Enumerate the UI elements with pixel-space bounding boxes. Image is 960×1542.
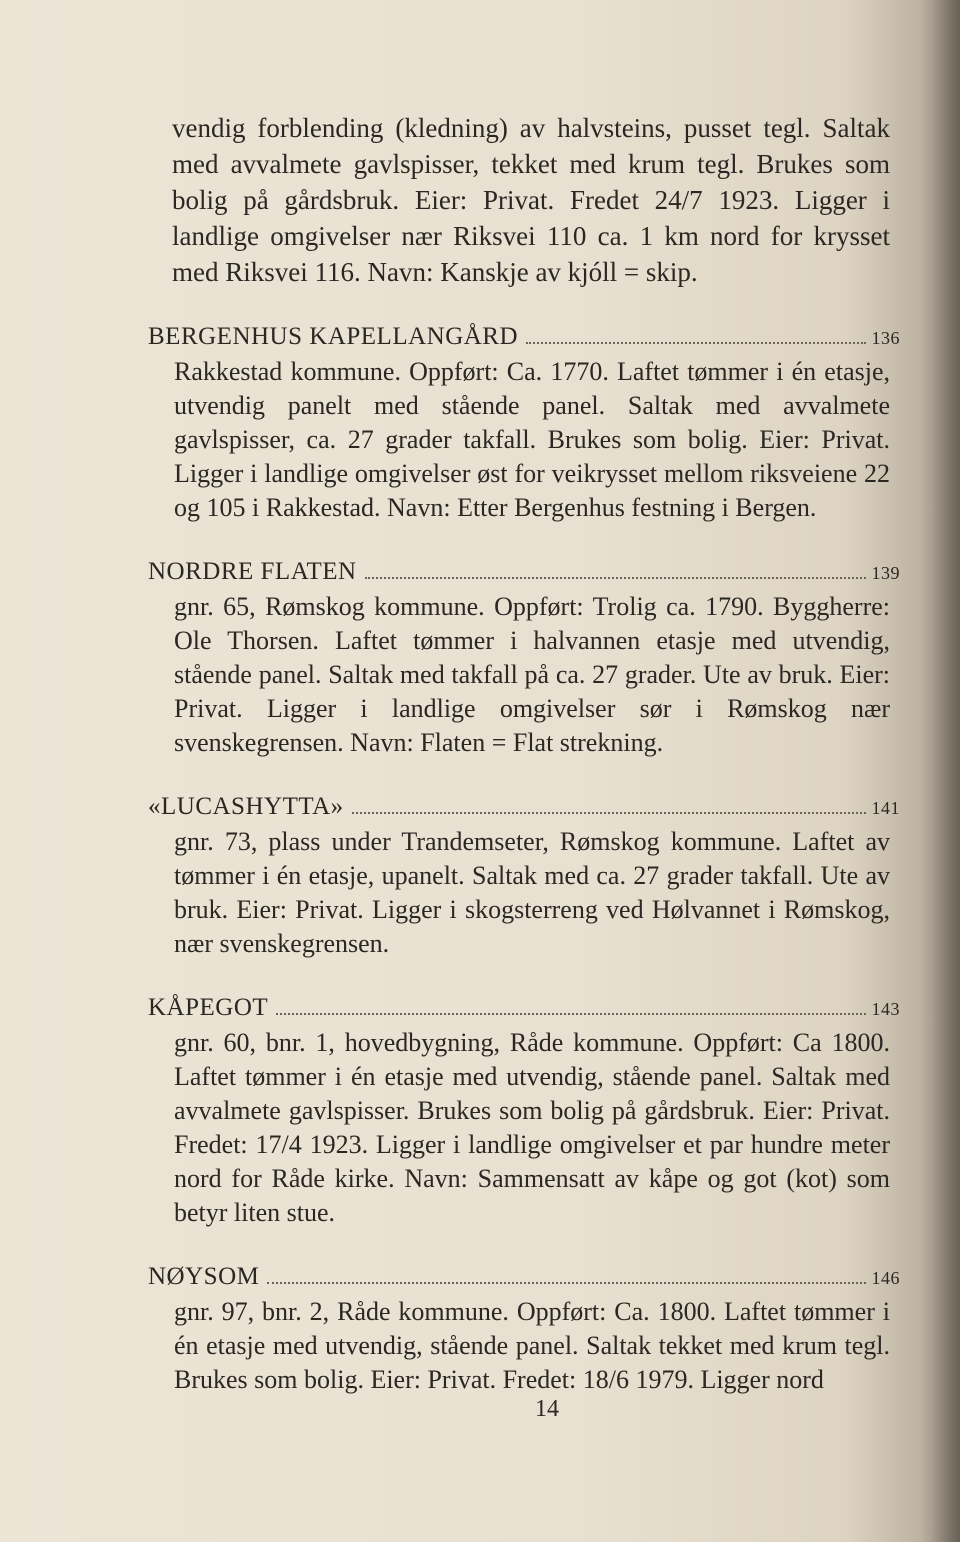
entry-page-ref: 146 <box>871 1268 900 1288</box>
entry-noysom <box>148 1260 900 1397</box>
entry-heading <box>148 320 900 355</box>
entry-kapegot <box>148 991 900 1230</box>
leader-dots <box>352 811 866 814</box>
entry-page-ref: 139 <box>871 563 900 583</box>
entry-title: «LUCASHYTTA» <box>148 793 344 820</box>
entry-text: gnr. 65, Rømskog kommune. Oppført: Trolig ca. 1790. Byggherre: Ole Thorsen. Laftet tømmer i halvannen etasje med utvendig, stående panel. Saltak med takfall på ca. 27 grader. Ute av bruk. Eier: Privat. Ligger i landlige omgivelser sør i Rømskog nær svenskegrensen. Navn: Flaten = Flat strekning. <box>174 592 890 757</box>
entry-heading <box>148 555 900 590</box>
leader-dots <box>365 576 866 579</box>
page-edge-shadow <box>920 0 960 1542</box>
leader-dots <box>526 341 865 344</box>
entry-heading <box>148 790 900 825</box>
intro-paragraph: vendig forblending (kledning) av halvsteins, pusset tegl. Saltak med avvalmete gavlspisser, tekket med krum tegl. Brukes som bolig på gårdsbruk. Eier: Privat. Fredet 24/7 1923. Ligger i landlige omgivelser nær Riksvei 110 ca. 1 km nord for krysset med Riksvei 116. Navn: Kanskje av kjóll = skip. <box>172 113 890 287</box>
entry-title: NØYSOM <box>148 1263 260 1290</box>
leader-dots <box>267 1281 865 1284</box>
entry-text: Rakkestad kommune. Oppført: Ca. 1770. Laftet tømmer i én etasje, utvendig panelt med stående panel. Saltak med avvalmete gavlspisser, ca. 27 grader takfall. Brukes som bolig. Eier: Privat. Ligger i landlige omgivelser øst for veikrysset mellom riksveiene 22 og 105 i Rakkestad. Navn: Etter Bergenhus festning i Bergen. <box>174 357 890 522</box>
entry-page-ref: 143 <box>871 999 900 1019</box>
entry-text: gnr. 73, plass under Trandemseter, Rømskog kommune. Laftet av tømmer i én etasje, upanelt. Saltak med ca. 27 grader takfall. Ute av bruk. Eier: Privat. Ligger i skogsterreng ved Hølvannet i Rømskog, nær svenskegrensen. <box>174 827 890 958</box>
entry-title: NORDRE FLATEN <box>148 558 357 585</box>
entry-nordre-flaten <box>148 555 900 760</box>
entry-heading <box>148 991 900 1026</box>
entry-bergenhus-kapellangard <box>148 320 900 525</box>
page-content <box>148 110 900 1397</box>
entry-heading <box>148 1260 900 1295</box>
entry-page-ref: 136 <box>871 328 900 348</box>
entry-title: KÅPEGOT <box>148 994 269 1021</box>
entry-lucashytta <box>148 790 900 961</box>
entry-text: gnr. 60, bnr. 1, hovedbygning, Råde kommune. Oppført: Ca 1800. Laftet tømmer i én etasje med utvendig, stående panel. Saltak med avvalmete gavlspisser. Brukes som bolig på gårdsbruk. Eier: Privat. Fredet: 17/4 1923. Ligger i landlige omgivelser et par hundre meter nord for Råde kirke. Navn: Sammensatt av kåpe og got (kot) som betyr liten stue. <box>174 1028 890 1227</box>
entry-text: gnr. 97, bnr. 2, Råde kommune. Oppført: Ca. 1800. Laftet tømmer i én etasje med utvendig, stående panel. Saltak tekket med krum tegl. Brukes som bolig. Eier: Privat. Fredet: 18/6 1979. Ligger nord <box>174 1297 890 1394</box>
entry-page-ref: 141 <box>871 798 900 818</box>
leader-dots <box>276 1012 865 1015</box>
entry-title: BERGENHUS KAPELLANGÅRD <box>148 323 519 350</box>
page-number: 14 <box>535 1396 559 1422</box>
